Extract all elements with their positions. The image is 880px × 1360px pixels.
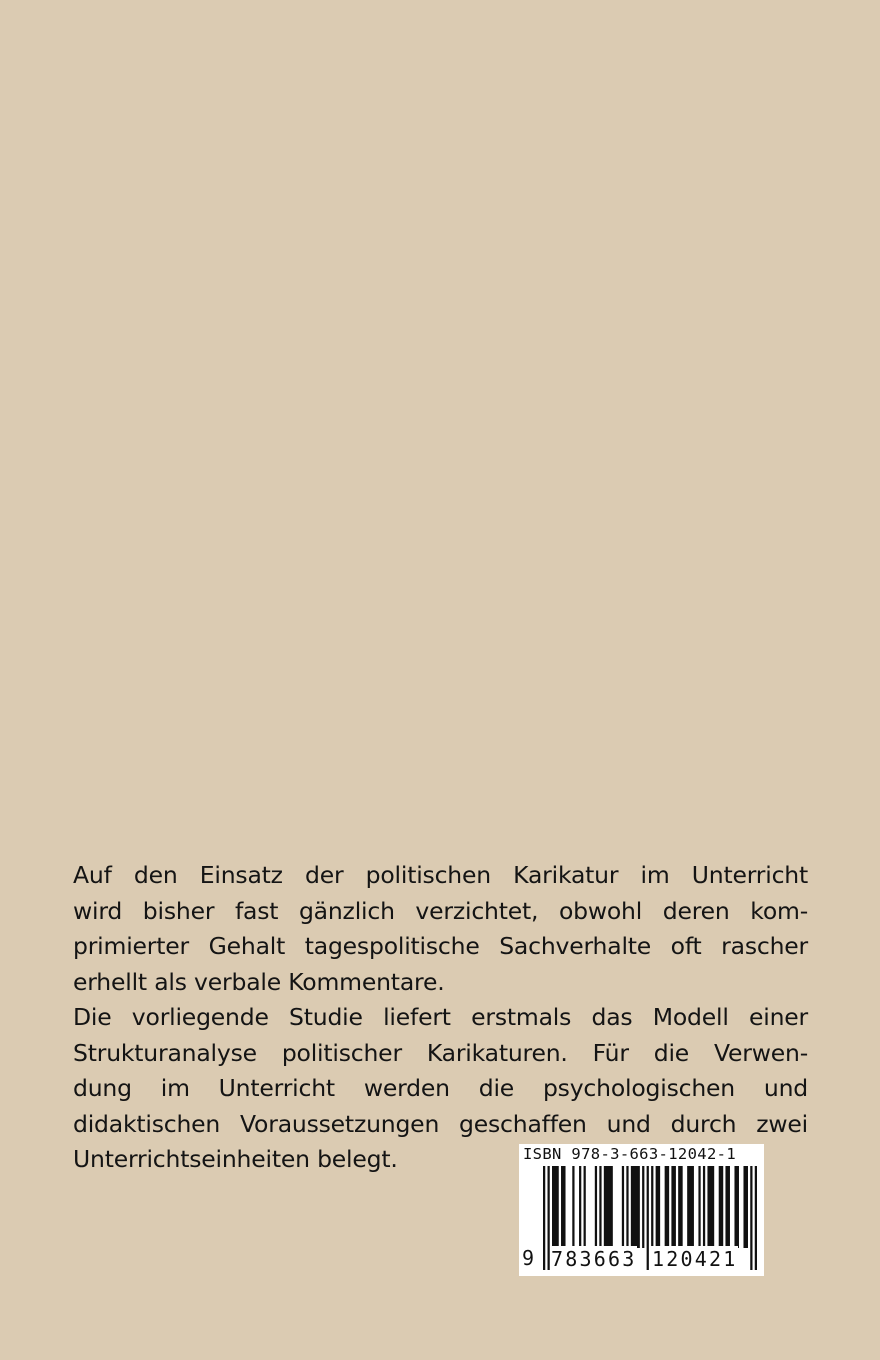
- ean-left-digits: 783663: [551, 1247, 637, 1271]
- barcode-bar: [631, 1166, 640, 1248]
- barcode-bar: [665, 1166, 670, 1248]
- blurb-line: primierter Gehalt tagespolitische Sachverhalte oft rascher: [73, 932, 808, 960]
- isbn-label: ISBN 978-3-663-12042-1: [523, 1145, 736, 1163]
- barcode-guard-bar: [647, 1166, 649, 1270]
- blurb-line: Die vorliegende Studie liefert erstmals das Modell einer: [73, 1003, 808, 1031]
- barcode-bar: [561, 1166, 566, 1248]
- barcode-guard-bar: [543, 1166, 545, 1270]
- barcode-bar: [656, 1166, 661, 1248]
- barcode-bar: [707, 1166, 714, 1248]
- barcode-bar: [698, 1166, 700, 1248]
- barcode-bar: [626, 1166, 628, 1248]
- barcode-bar: [622, 1166, 624, 1248]
- blurb-line: dung im Unterricht werden die psychologischen und: [73, 1074, 808, 1102]
- barcode-bar: [552, 1166, 559, 1248]
- blurb-text: [73, 858, 808, 1178]
- barcode-bar: [719, 1166, 724, 1248]
- barcode-bar: [604, 1166, 613, 1248]
- barcode-bar: [687, 1166, 694, 1248]
- isbn-barcode: [519, 1144, 764, 1276]
- ean-right-digits: 120421: [652, 1247, 738, 1271]
- barcode-bar: [572, 1166, 574, 1248]
- blurb-line: Unterrichtseinheiten belegt.: [73, 1145, 398, 1173]
- ean-first-digit: 9: [522, 1246, 535, 1270]
- barcode-bar: [703, 1166, 705, 1248]
- barcode-bar: [725, 1166, 730, 1248]
- blurb-line: erhellt als verbale Kommentare.: [73, 967, 445, 996]
- blurb-line: wird bisher fast gänzlich verzichtet, obwohl deren kom-: [73, 896, 808, 925]
- blurb-line: Strukturanalyse politischer Karikaturen. Für die Verwen-: [73, 1038, 808, 1067]
- barcode-guard-bar: [755, 1166, 757, 1270]
- barcode-bar: [743, 1166, 748, 1248]
- barcode-bar: [584, 1166, 586, 1248]
- barcode-guard-bar: [750, 1166, 752, 1270]
- barcode-bar: [734, 1166, 739, 1248]
- barcode-bar: [599, 1166, 601, 1248]
- barcode-bar: [678, 1166, 683, 1248]
- barcode-bar: [579, 1166, 581, 1248]
- blurb-line: Auf den Einsatz der politischen Karikatur im Unterricht: [73, 861, 808, 889]
- barcode-bar: [595, 1166, 597, 1248]
- barcode-bar: [671, 1166, 676, 1248]
- blurb-line: didaktischen Voraussetzungen geschaffen und durch zwei: [73, 1109, 808, 1138]
- barcode-bar: [642, 1166, 644, 1248]
